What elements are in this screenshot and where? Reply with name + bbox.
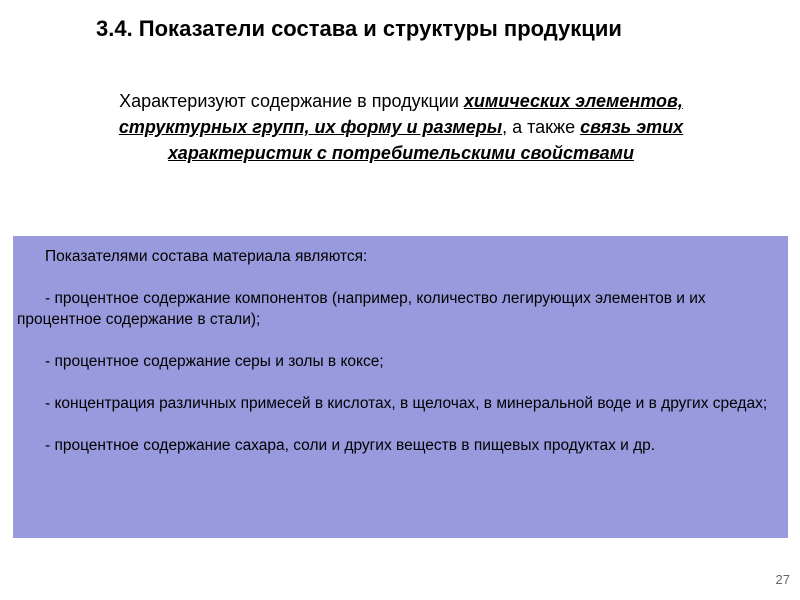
slide-title: 3.4. Показатели состава и структуры продукции <box>96 16 622 41</box>
intro-highlight-properties: связь этих характеристик с потребительскими свойствами <box>168 117 684 163</box>
list-item <box>17 288 780 330</box>
list-item-text: - процентное содержание серы и золы в коксе; <box>45 353 384 370</box>
list-item-text: - процентное содержание компонентов (например, количество легирующих элементов и их процентное содержание в стали); <box>17 290 706 328</box>
list-item <box>17 393 780 414</box>
list-item-text: - концентрация различных примесей в кислотах, в щелочах, в минеральной воде и в других средах; <box>45 395 768 412</box>
composition-indicators-box <box>13 236 788 538</box>
box-lead-text: Показателями состава материала являются: <box>45 248 368 265</box>
list-item <box>17 435 780 456</box>
slide-number: 27 <box>775 572 790 587</box>
list-item <box>17 351 780 372</box>
intro-highlight-elements: химических элементов, структурных групп, их форму и размеры <box>118 91 683 137</box>
box-lead <box>17 246 780 267</box>
intro-text-start: Характеризуют содержание в продукции <box>119 91 464 111</box>
intro-paragraph <box>60 88 742 166</box>
intro-text-middle: , а также <box>502 117 581 137</box>
list-item-text: - процентное содержание сахара, соли и других веществ в пищевых продуктах и др. <box>45 437 656 454</box>
